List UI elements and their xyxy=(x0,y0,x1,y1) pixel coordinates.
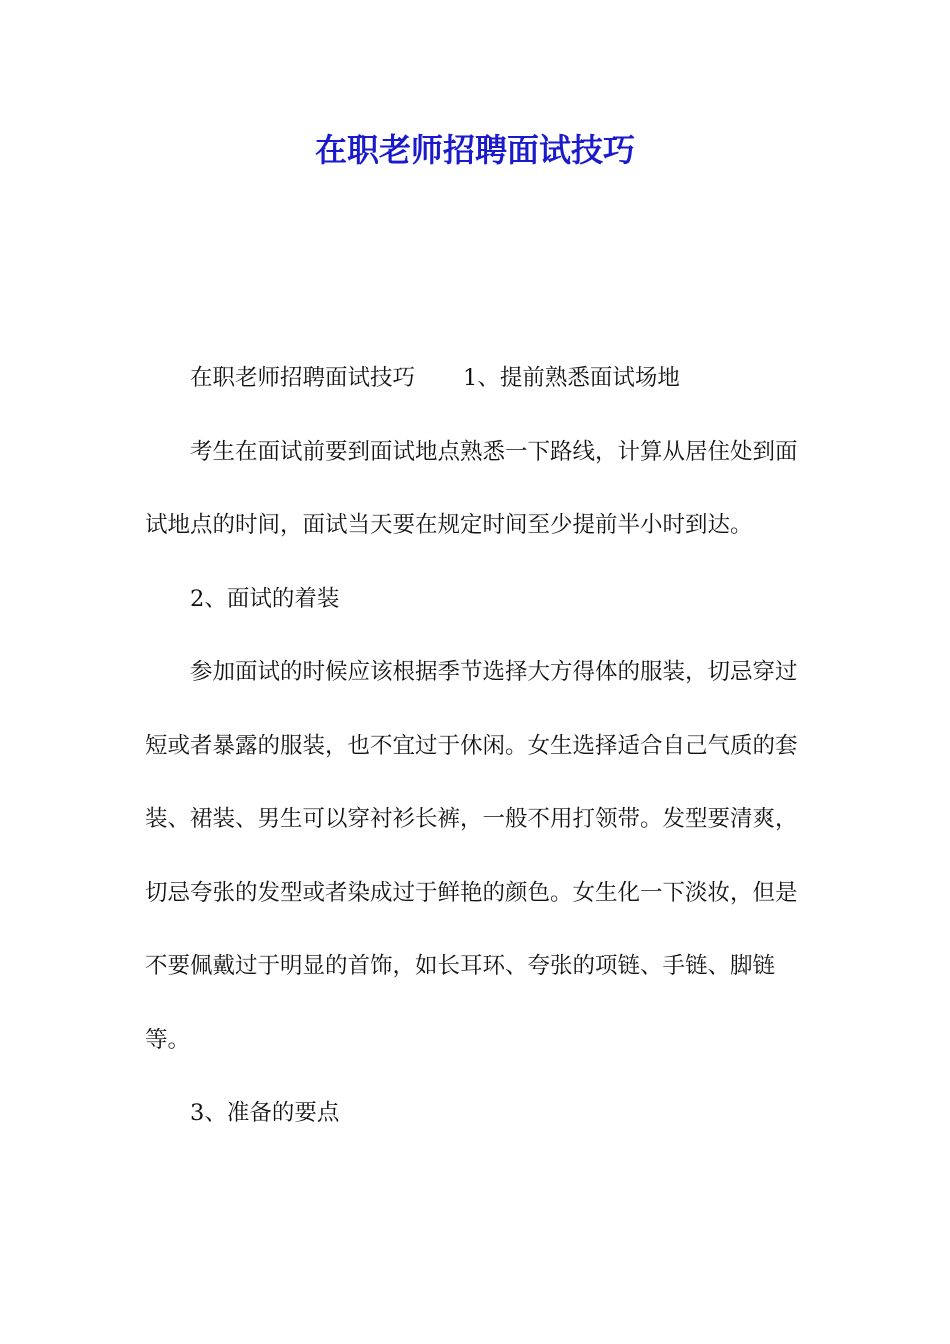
section-heading-3: 3、准备的要点 xyxy=(190,1100,340,1126)
section-heading-1: 1、提前熟悉面试场地 xyxy=(463,365,680,391)
document-body xyxy=(145,342,810,1151)
paragraph-intro xyxy=(145,342,810,416)
section-heading-2: 2、面试的着装 xyxy=(190,585,340,612)
document-title: 在职老师招聘面试技巧 xyxy=(314,131,635,169)
intro-lead-text: 在职老师招聘面试技巧 xyxy=(190,365,416,391)
paragraph-attire: 参加面试的时候应该根据季节选择大方得体的服装，切忌穿过短或者暴露的服装，也不宜过于休闲。女生选择适合自己气质的套装、裙装、男生可以穿衬衫长裤，一般不用打领带。发型要清爽，切忌夸张的发型或者染成过于鲜艳的颜色。女生化一下淡妆，但是不要佩戴过于明显的首饰，如长耳环、夸张的项链、手链、脚链等。 xyxy=(145,659,798,1053)
paragraph-venue: 考生在面试前要到面试地点熟悉一下路线，计算从居住处到面试地点的时间，面试当天要在规定时间至少提前半小时到达。 xyxy=(145,438,798,538)
